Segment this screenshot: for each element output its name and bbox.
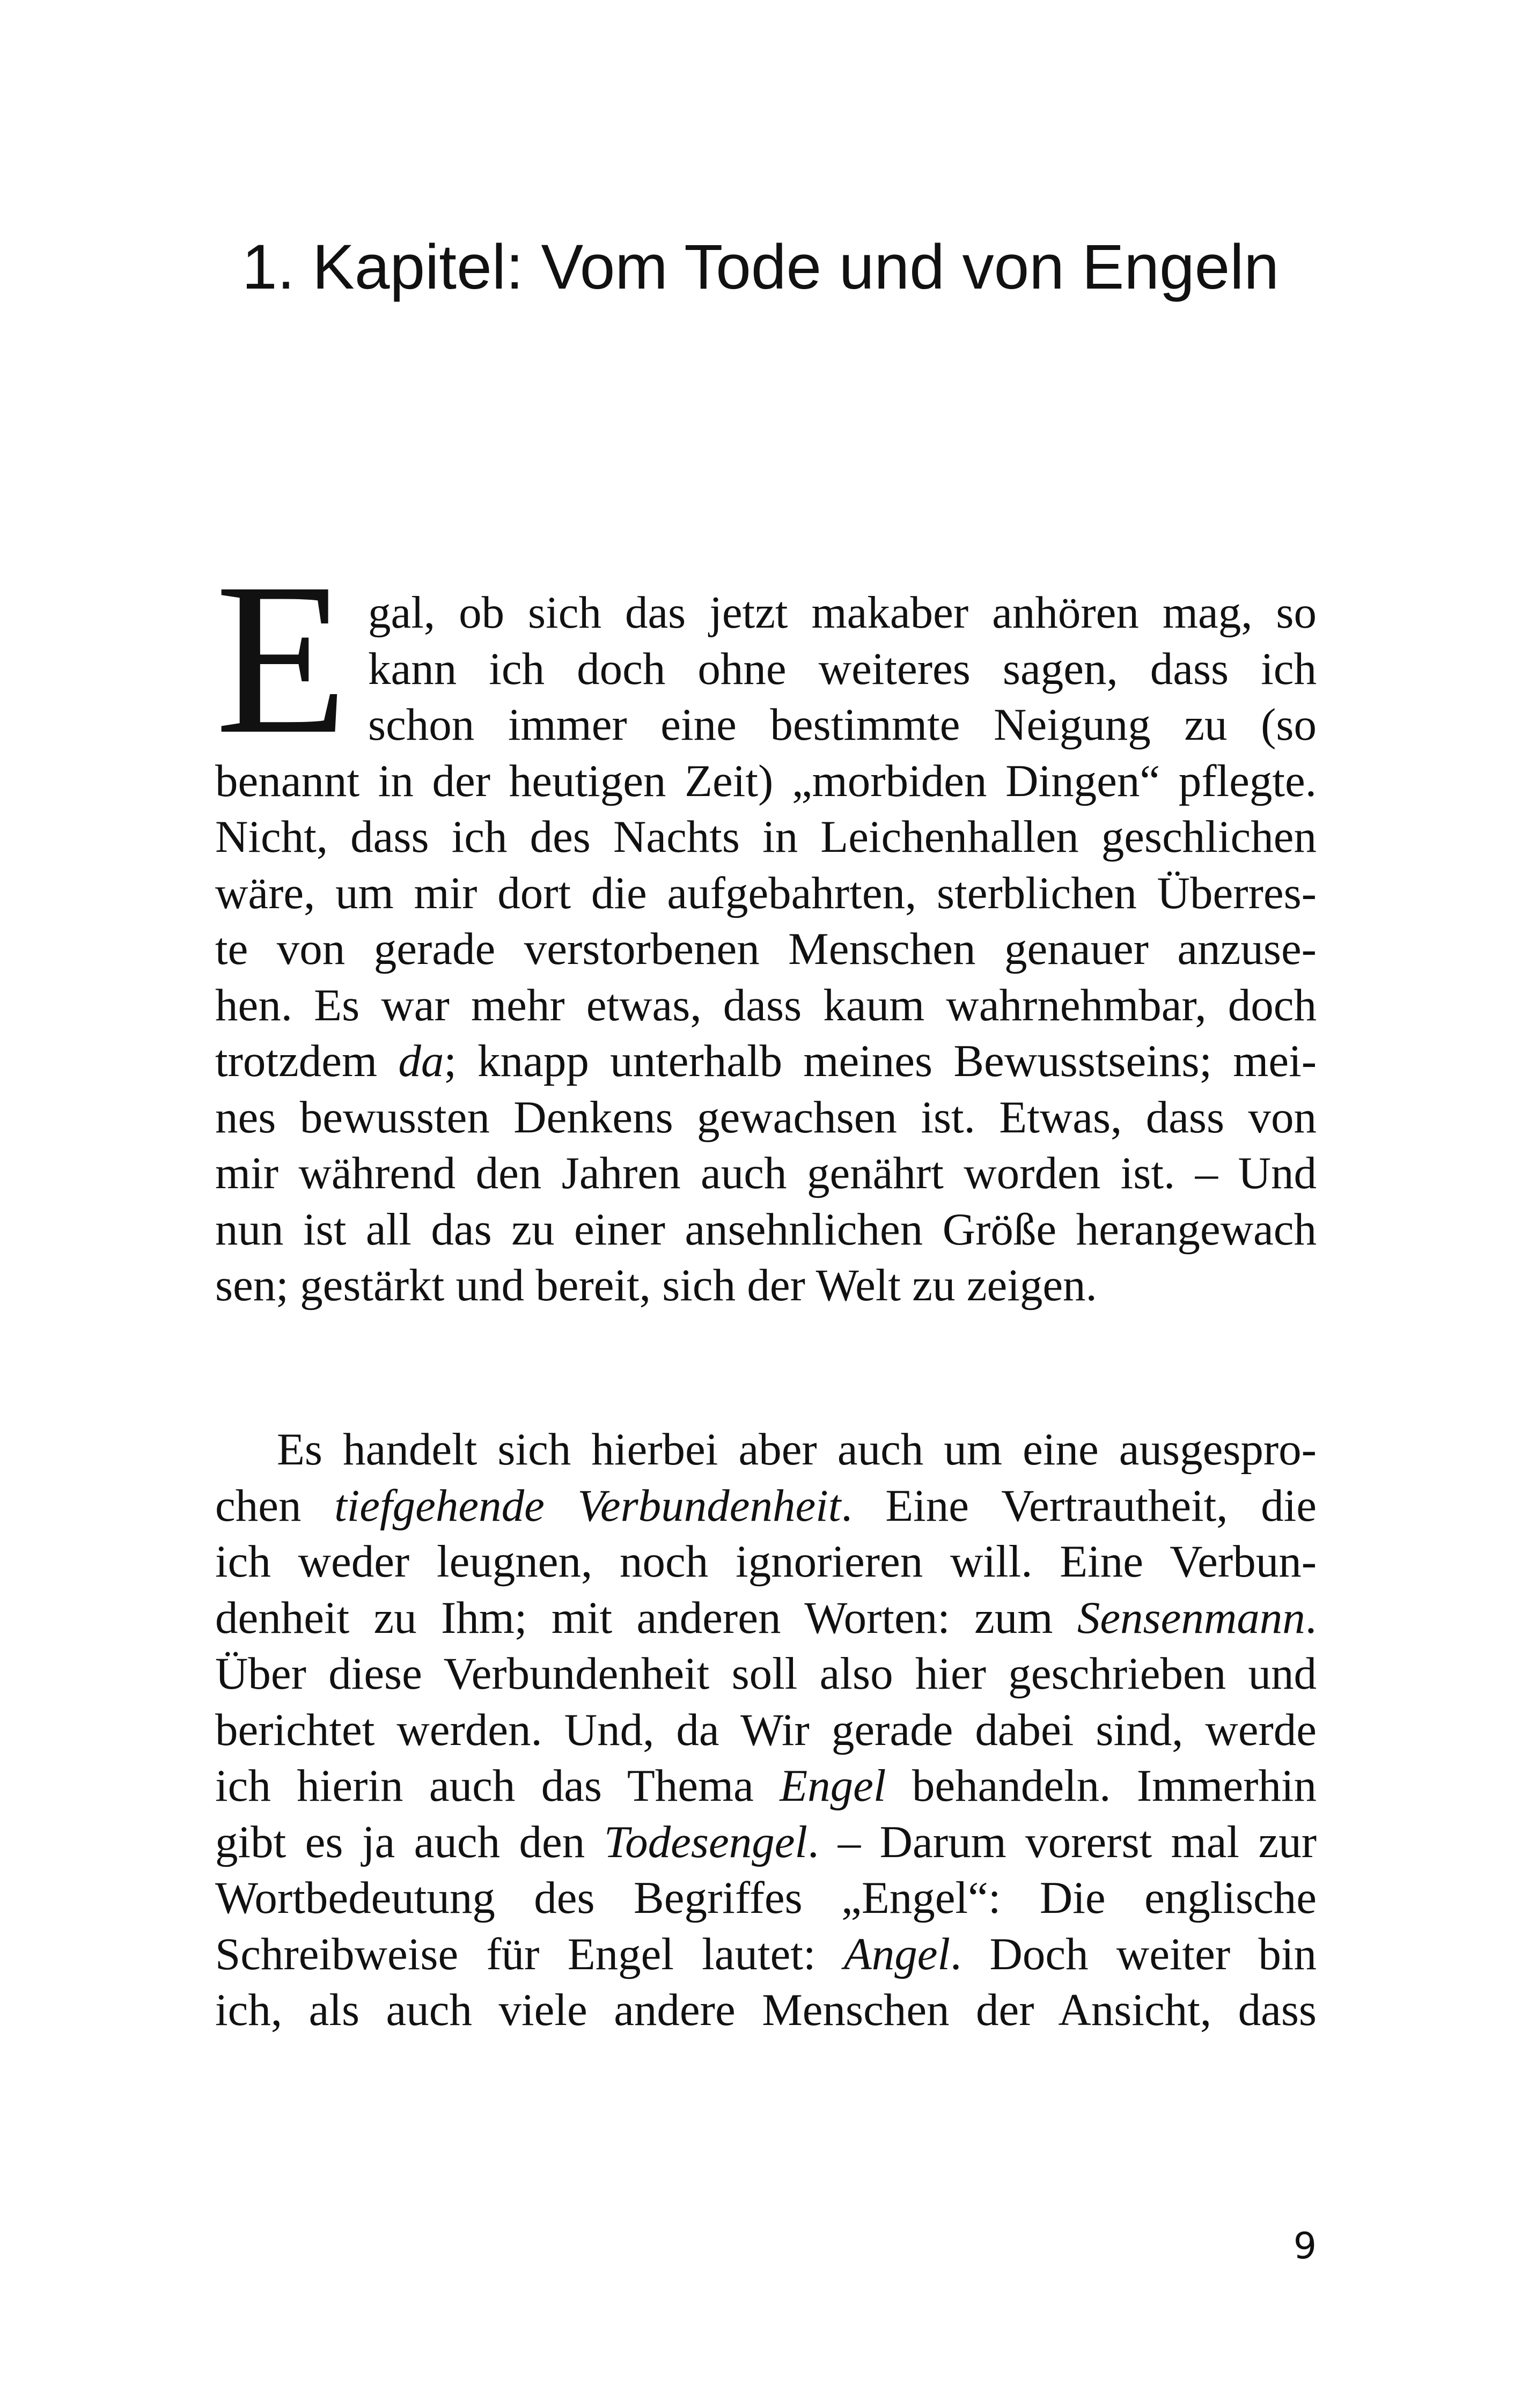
text-run: Schreibweise für Engel lautet: <box>215 1928 844 1979</box>
text-run: trotzdem <box>215 1036 399 1086</box>
text-run: benannt in der heutigen Zeit) „morbiden Dingen“ pflegte. <box>215 755 1317 806</box>
text-run: hen. Es war mehr etwas, dass kaum wahrnehmbar, doch <box>215 980 1317 1030</box>
paragraph2-line <box>215 1702 1317 1758</box>
paragraph1-line <box>368 585 1317 640</box>
emphasis: Angel <box>843 1928 951 1979</box>
paragraph2-line <box>215 1870 1317 1926</box>
paragraph2-line <box>277 1422 1317 1477</box>
text-run: . Eine Vertrautheit, die <box>841 1480 1317 1531</box>
paragraph2-line <box>215 1478 1317 1534</box>
paragraph2-line <box>215 1646 1317 1702</box>
text-run: Wortbedeutung des Begriffes „Engel“: Die englische <box>215 1873 1317 1923</box>
text-run: ich hierin auch das Thema <box>215 1761 780 1811</box>
text-run: te von gerade verstorbenen Menschen genauer anzuse- <box>215 924 1317 974</box>
chapter-title: 1. Kapitel: Vom Tode und von Engeln <box>241 232 1280 303</box>
emphasis: Engel <box>780 1761 886 1811</box>
paragraph1-line <box>215 753 1317 809</box>
text-run: berichtet werden. Und, da Wir gerade dabei sind, werde <box>215 1704 1317 1755</box>
text-run: chen <box>215 1480 335 1531</box>
emphasis: Todesengel <box>604 1816 808 1867</box>
text-run: Über diese Verbundenheit soll also hier geschrieben und <box>215 1648 1317 1699</box>
text-run: . – Darum vorerst mal zur <box>807 1816 1317 1867</box>
text-run: sen; gestärkt und bereit, sich der Welt zu zeigen. <box>215 1260 1097 1310</box>
paragraph1-line <box>215 1033 1317 1089</box>
text-run: wäre, um mir dort die aufgebahrten, sterblichen Überres- <box>215 867 1317 918</box>
paragraph2-line <box>215 1982 1317 2038</box>
page-number: 9 <box>1293 2225 1317 2267</box>
paragraph1-line <box>215 1257 1317 1313</box>
text-run: denheit zu Ihm; mit anderen Worten: zum <box>215 1592 1077 1643</box>
paragraph2-line <box>215 1590 1317 1646</box>
paragraph2-line <box>215 1758 1317 1814</box>
text-run: Nicht, dass ich des Nachts in Leichenhallen geschlichen <box>215 812 1317 862</box>
text-run: Es handelt sich hierbei aber auch um eine ausgespro- <box>277 1424 1317 1475</box>
text-run: . <box>1305 1592 1317 1643</box>
text-run: . Doch weiter bin <box>950 1928 1317 1979</box>
text-run: kann ich doch ohne weiteres sagen, dass ich <box>368 643 1317 694</box>
text-run: ; knapp unterhalb meines Bewusstseins; mei- <box>444 1036 1317 1086</box>
text-run: ich weder leugnen, noch ignorieren will. Eine Verbun- <box>215 1536 1317 1587</box>
paragraph1-line <box>215 921 1317 977</box>
paragraph2-line <box>215 1926 1317 1982</box>
text-run: gal, ob sich das jetzt makaber anhören mag, so <box>368 587 1317 638</box>
paragraph1-line <box>215 977 1317 1033</box>
paragraph1-line <box>368 641 1317 697</box>
paragraph2-line <box>215 1814 1317 1870</box>
text-run: nes bewussten Denkens gewachsen ist. Etwas, dass von <box>215 1092 1317 1143</box>
emphasis: tiefgehende Verbundenheit <box>334 1480 841 1531</box>
text-run: gibt es ja auch den <box>215 1816 604 1867</box>
paragraph1-line <box>215 1145 1317 1201</box>
paragraph1-line <box>215 809 1317 865</box>
paragraph1-line <box>215 1202 1317 1257</box>
text-run: schon immer eine bestimmte Neigung zu (so <box>368 699 1317 750</box>
text-run: mir während den Jahren auch genährt worden ist. – Und <box>215 1148 1317 1198</box>
paragraph1-line <box>368 697 1317 753</box>
text-run: nun ist all das zu einer ansehnlichen Größe herangewach <box>215 1204 1317 1255</box>
text-run: ich, als auch viele andere Menschen der Ansicht, dass <box>215 1985 1317 2035</box>
emphasis: da <box>398 1036 444 1086</box>
text-run: behandeln. Immerhin <box>886 1761 1317 1811</box>
paragraph2-line <box>215 1534 1317 1589</box>
paragraph1-line <box>215 1089 1317 1145</box>
emphasis: Sensenmann <box>1077 1592 1305 1643</box>
drop-cap: E <box>215 538 348 779</box>
paragraph1-line <box>215 865 1317 921</box>
